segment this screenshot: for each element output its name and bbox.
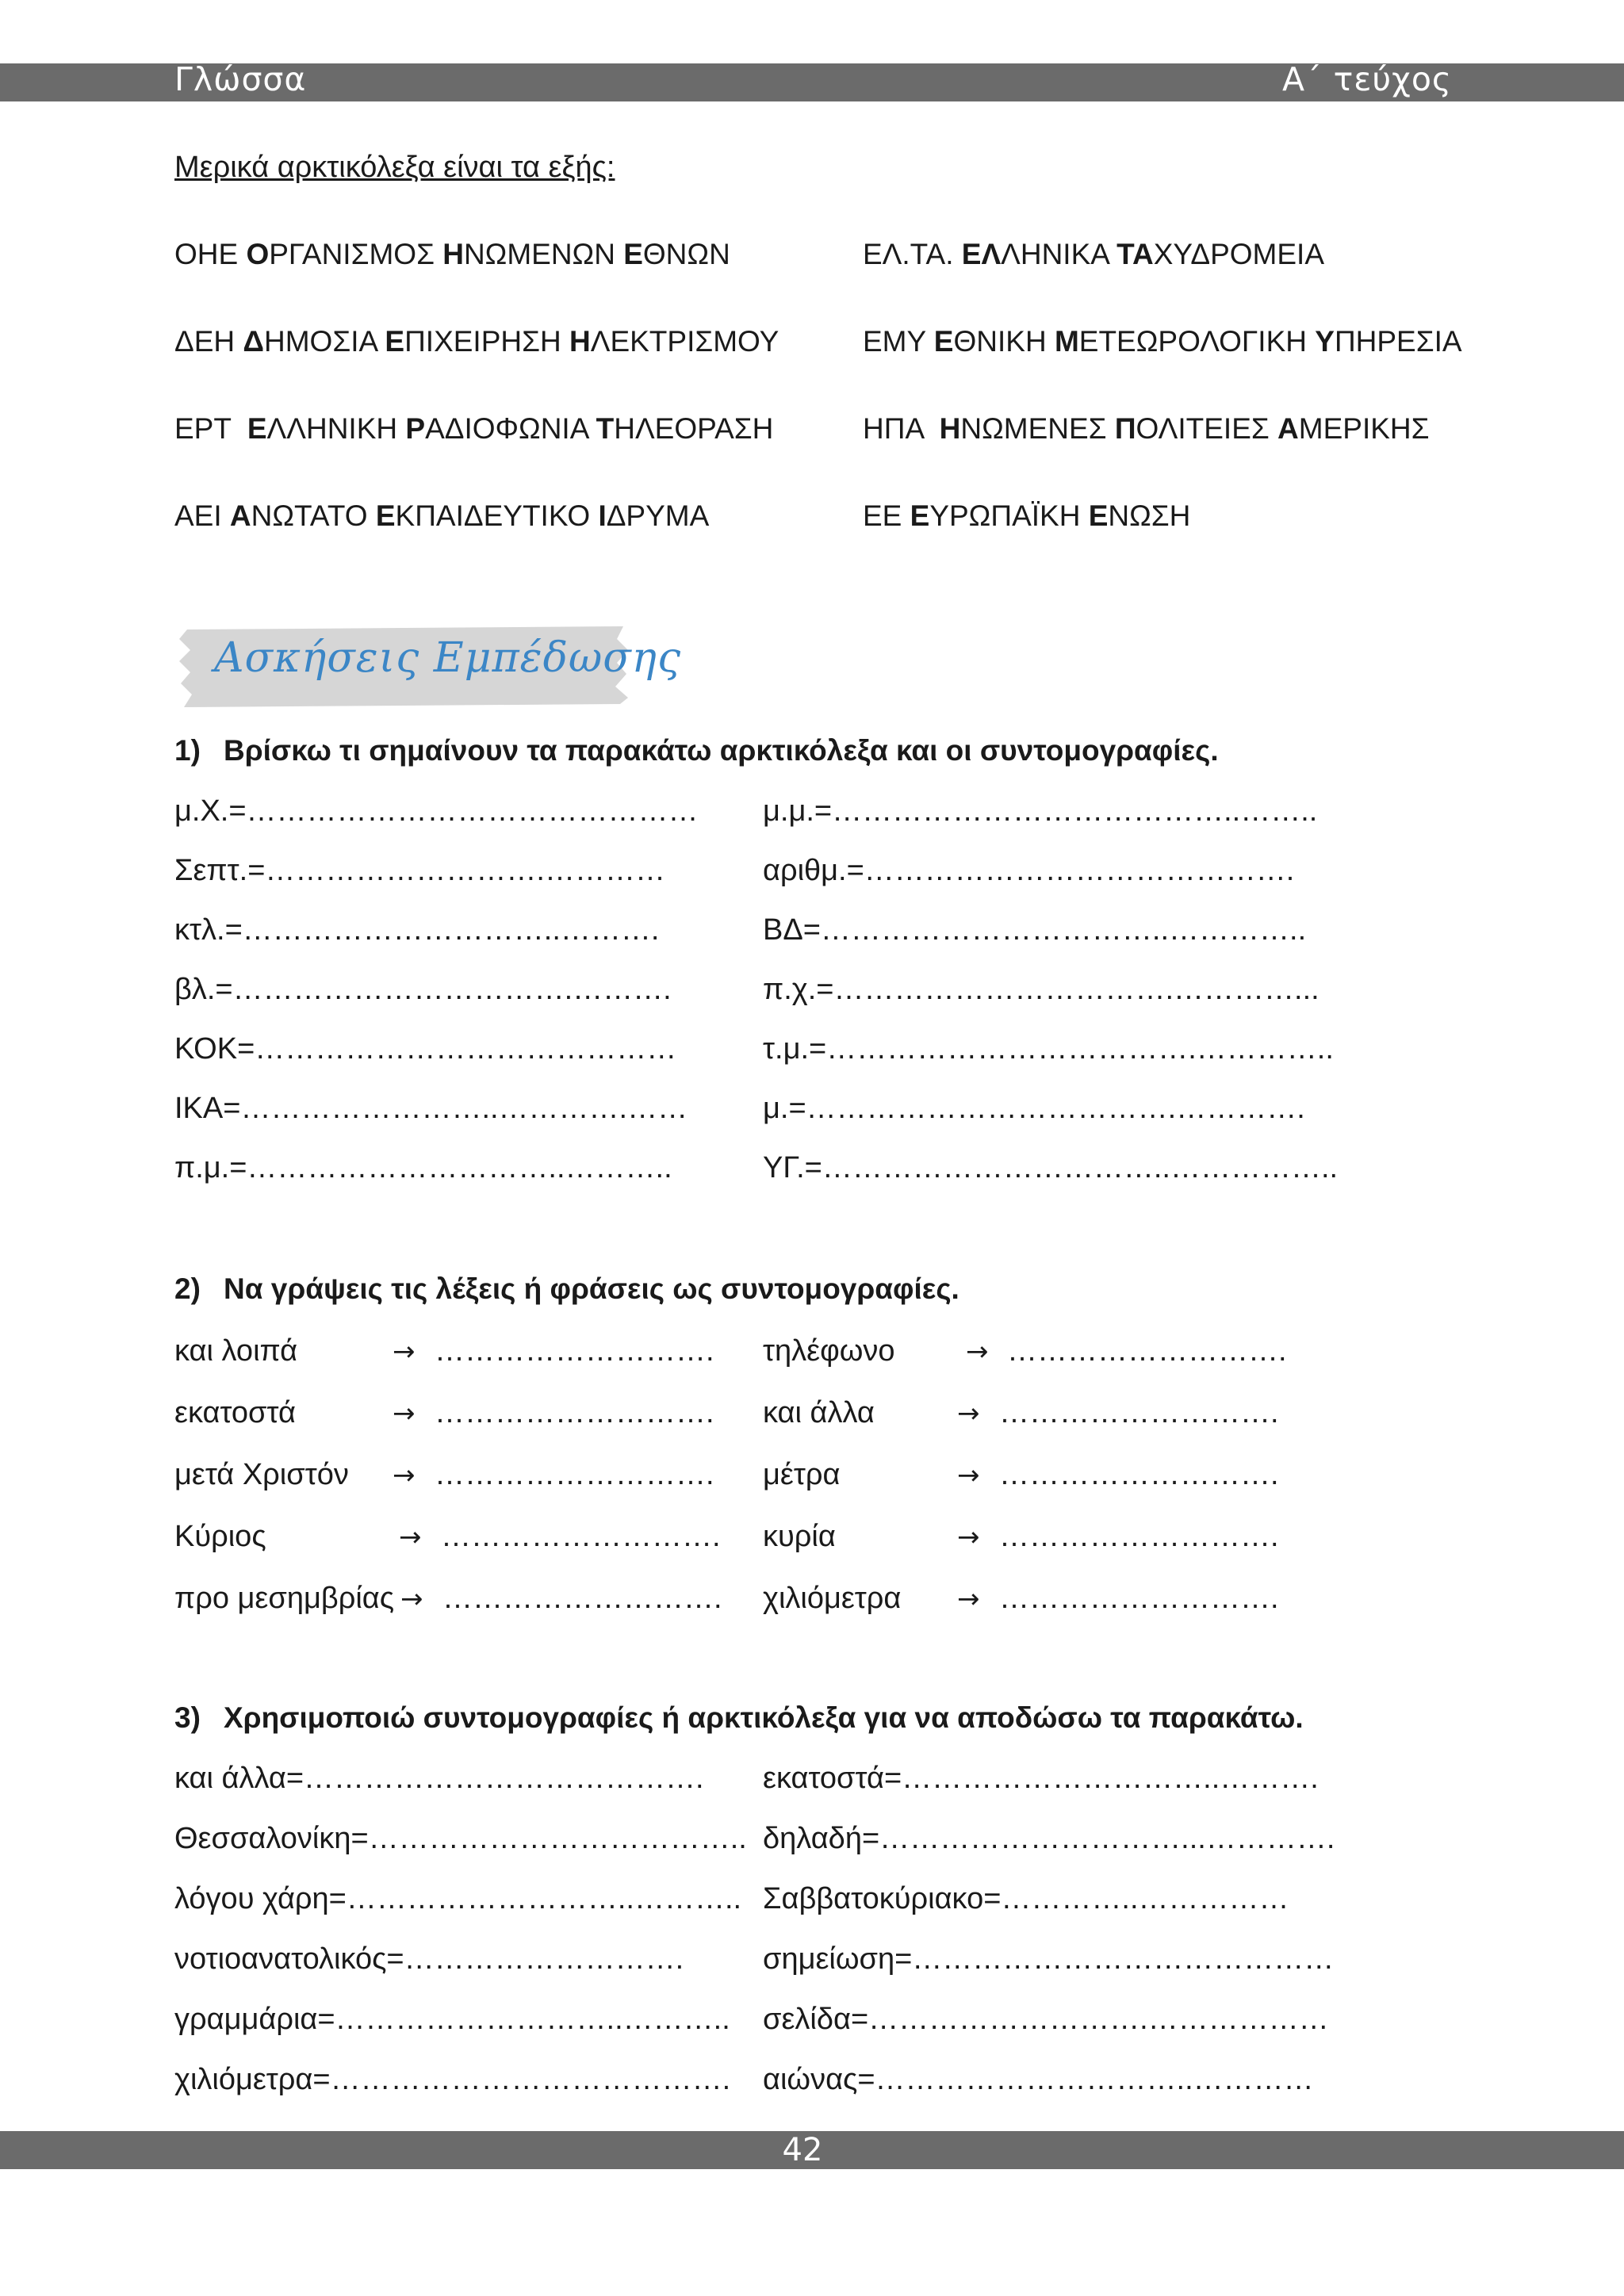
q2-right-term: μέτρα: [763, 1458, 841, 1491]
question-3-number: 3): [174, 1701, 201, 1734]
q2-answer-blank: ……………………….: [441, 1520, 721, 1553]
q2-left-term: προ μεσημβρίας: [174, 1582, 395, 1615]
q2-answer-blank: ……………………….: [1007, 1334, 1287, 1368]
question-2-heading: [174, 1272, 959, 1306]
acronym-line: [174, 499, 709, 533]
q2-left-term: και λοιπά: [174, 1334, 298, 1368]
q2-right-term: τηλέφωνο: [763, 1334, 895, 1368]
q3-right-item: εκατοστά=…………………………..……….: [763, 1762, 1319, 1795]
acronym-abbr: ΕΡΤ: [174, 412, 247, 445]
acronym-initial: Ε: [385, 325, 405, 358]
q1-left-item: Σεπτ.=……………………….…………: [174, 854, 665, 887]
acronym-initial: Ι: [598, 499, 607, 532]
header-subject: Γλώσσα: [174, 60, 307, 98]
acronym-line: [863, 412, 1430, 446]
q3-left-item: λόγου χάρη=………………………..………..: [174, 1882, 742, 1915]
acronym-line: [863, 238, 1324, 271]
question-2-text: Να γράψεις τις λέξεις ή φράσεις ως συντομογραφίες.: [224, 1272, 959, 1305]
q1-right-item: τ.μ.=……………………………….…………..: [763, 1032, 1334, 1066]
question-2-number: 2): [174, 1272, 201, 1305]
q2-right-term: χιλιόμετρα: [763, 1582, 902, 1615]
acronym-word-rest: ΔΡΥΜΑ: [606, 499, 710, 532]
acronym-abbr: ΑΕΙ: [174, 499, 230, 532]
acronym-word-rest: ΠΙΧΕΙΡΗΣΗ: [404, 325, 569, 358]
acronym-initial: Η: [939, 412, 961, 445]
acronym-word-rest: ΕΤΕΩΡΟΛΟΓΙΚΗ: [1078, 325, 1316, 358]
q3-right-item: αιώνας=…………………………..…………: [763, 2063, 1314, 2096]
acronym-abbr: ΕΛ.ΤΑ.: [863, 238, 962, 270]
right-arrow-icon: →: [393, 1398, 416, 1429]
header-volume: Α΄ τεύχος: [1282, 60, 1452, 98]
q3-left-item: και άλλα=………………………………….: [174, 1762, 704, 1795]
acronym-word-rest: ΛΕΚΤΡΙΣΜΟΥ: [590, 325, 779, 358]
acronym-abbr: ΗΠΑ: [863, 412, 940, 445]
acronym-initial: Μ: [1054, 325, 1079, 358]
acronym-initial: Ο: [246, 238, 270, 270]
acronym-word-rest: ΠΗΡΕΣΙΑ: [1334, 325, 1462, 358]
acronym-line: [174, 325, 779, 358]
acronym-line: [863, 499, 1190, 533]
q2-right-term: κυρία: [763, 1520, 836, 1553]
q1-right-item: μ.=……………………………….………….: [763, 1092, 1305, 1125]
q2-answer-blank: ……………………….: [435, 1458, 714, 1491]
acronym-initial: Η: [569, 325, 591, 358]
q3-left-item: χιλιόμετρα=………………………………….: [174, 2063, 731, 2096]
q1-left-item: βλ.=…………………………….……….: [174, 973, 672, 1006]
right-arrow-icon: →: [966, 1336, 989, 1368]
acronym-word-rest: ΘΝΩΝ: [642, 238, 730, 270]
question-3-text: Χρησιμοποιώ συντομογραφίες ή αρκτικόλεξα για να αποδώσω τα παρακάτω.: [224, 1701, 1304, 1734]
right-arrow-icon: →: [393, 1460, 416, 1491]
acronym-word-rest: ΚΠΑΙΔΕΥΤΙΚΟ: [395, 499, 599, 532]
acronym-initial: Ε: [375, 499, 396, 532]
acronym-word-rest: ΝΩΤΑΤΟ: [251, 499, 376, 532]
q3-right-item: Σαββατοκύριακο=…………..……………: [763, 1882, 1289, 1915]
acronym-word-rest: ΗΜΟΣΙΑ: [264, 325, 385, 358]
acronym-word-rest: ΛΗΝΙΚΑ: [1001, 238, 1117, 270]
acronym-abbr: ΕΕ: [863, 499, 910, 532]
acronym-abbr: ΟΗΕ: [174, 238, 247, 270]
question-1-text: Βρίσκω τι σημαίνουν τα παρακάτω αρκτικόλεξα και οι συντομογραφίες.: [224, 734, 1219, 767]
exercises-banner-title: Ασκήσεις Εμπέδωσης: [214, 634, 682, 682]
acronym-initial: Ρ: [405, 412, 426, 445]
acronym-line: [863, 325, 1462, 358]
q2-answer-blank: ……………………….: [435, 1334, 714, 1368]
right-arrow-icon: →: [957, 1583, 980, 1615]
question-3-heading: [174, 1701, 1304, 1735]
q1-left-item: μ.Χ.=………………………………………: [174, 794, 699, 828]
intro-text: Μερικά αρκτικόλεξα είναι τα εξής:: [174, 151, 615, 184]
q2-answer-blank: ……………………….: [442, 1582, 722, 1615]
acronym-word-rest: ΥΡΩΠΑΪΚΗ: [929, 499, 1089, 532]
acronym-initial: Ε: [1088, 499, 1109, 532]
q3-left-item: γραμμάρια=………………………..………..: [174, 2003, 730, 2036]
acronym-word-rest: ΝΩΣΗ: [1108, 499, 1191, 532]
q3-right-item: δηλαδή=…………………………...………….: [763, 1822, 1335, 1855]
q2-answer-blank: ……………………….: [435, 1396, 714, 1429]
q2-left-term: Κύριος: [174, 1520, 266, 1553]
acronym-initial: Υ: [1315, 325, 1335, 358]
q1-right-item: π.χ.=…………………………….…………...: [763, 973, 1320, 1006]
acronym-initial: ΕΛ: [961, 238, 1002, 270]
acronym-initial: Π: [1114, 412, 1136, 445]
q1-right-item: αριθμ.=…………………………………….: [763, 854, 1295, 887]
acronym-initial: Ε: [910, 499, 930, 532]
q1-left-item: π.μ.=…………………………..………..: [174, 1151, 672, 1184]
right-arrow-icon: →: [957, 1460, 980, 1491]
q3-left-item: νοτιοανατολικός=……………………….: [174, 1942, 684, 1976]
acronym-word-rest: ΝΩΜΕΝΕΣ: [960, 412, 1115, 445]
q1-right-item: ΥΓ.=……………………………..……………..: [763, 1151, 1339, 1184]
acronym-word-rest: ΟΛΙΤΕΙΕΣ: [1136, 412, 1278, 445]
acronym-word-rest: ΘΝΙΚΗ: [953, 325, 1055, 358]
q2-left-term: μετά Χριστόν: [174, 1458, 349, 1491]
acronym-initial: Α: [229, 499, 251, 532]
acronym-abbr: ΔΕΗ: [174, 325, 243, 358]
q3-left-item: Θεσσαλονίκη=………………………………..: [174, 1822, 747, 1855]
q2-answer-blank: ……………………….: [999, 1520, 1279, 1553]
acronym-initial: Ε: [623, 238, 643, 270]
acronym-initial: Ε: [933, 325, 954, 358]
acronym-word-rest: ΡΓΑΝΙΣΜΟΣ: [269, 238, 443, 270]
acronym-initial: Η: [442, 238, 464, 270]
acronym-word-rest: ΑΔΙΟΦΩΝΙΑ: [425, 412, 596, 445]
q1-right-item: μ.μ.=…………………………………..……..: [763, 794, 1318, 828]
acronym-word-rest: ΝΩΜΕΝΩΝ: [463, 238, 624, 270]
acronym-initial: Τ: [596, 412, 615, 445]
acronym-word-rest: ΜΕΡΙΚΗΣ: [1298, 412, 1430, 445]
question-1-number: 1): [174, 734, 201, 767]
q1-right-item: ΒΔ=……………………………..…………..: [763, 913, 1307, 947]
right-arrow-icon: →: [393, 1336, 416, 1368]
q3-right-item: σημείωση=……………………………………: [763, 1942, 1335, 1976]
page-number: 42: [782, 2132, 823, 2168]
right-arrow-icon: →: [957, 1398, 980, 1429]
acronym-word-rest: ΧΥΔΡΟΜΕΙΑ: [1153, 238, 1324, 270]
acronym-initial: Ε: [247, 412, 267, 445]
q1-left-item: κτλ.=…………………………..……….: [174, 913, 660, 947]
acronym-word-rest: ΛΛΗΝΙΚΗ: [266, 412, 406, 445]
right-arrow-icon: →: [400, 1583, 423, 1615]
q2-answer-blank: ……………………….: [999, 1458, 1279, 1491]
right-arrow-icon: →: [957, 1521, 980, 1553]
acronym-word-rest: ΗΛΕΟΡΑΣΗ: [614, 412, 774, 445]
acronym-line: [174, 412, 773, 446]
acronym-initial: Δ: [243, 325, 264, 358]
question-1-heading: [174, 734, 1219, 767]
acronym-initial: ΤΑ: [1116, 238, 1154, 270]
right-arrow-icon: →: [399, 1521, 422, 1553]
q1-left-item: ΚΟΚ=……………………………………: [174, 1032, 677, 1066]
q1-left-item: ΙΚΑ=……………………..………….……: [174, 1092, 688, 1125]
q2-right-term: και άλλα: [763, 1396, 875, 1429]
q2-answer-blank: ……………………….: [999, 1582, 1279, 1615]
acronym-abbr: ΕΜΥ: [863, 325, 934, 358]
q2-left-term: εκατοστά: [174, 1396, 296, 1429]
acronym-initial: Α: [1277, 412, 1299, 445]
acronym-line: [174, 238, 730, 271]
q2-answer-blank: ……………………….: [999, 1396, 1279, 1429]
q3-right-item: σελίδα=……………………….………………: [763, 2003, 1329, 2036]
